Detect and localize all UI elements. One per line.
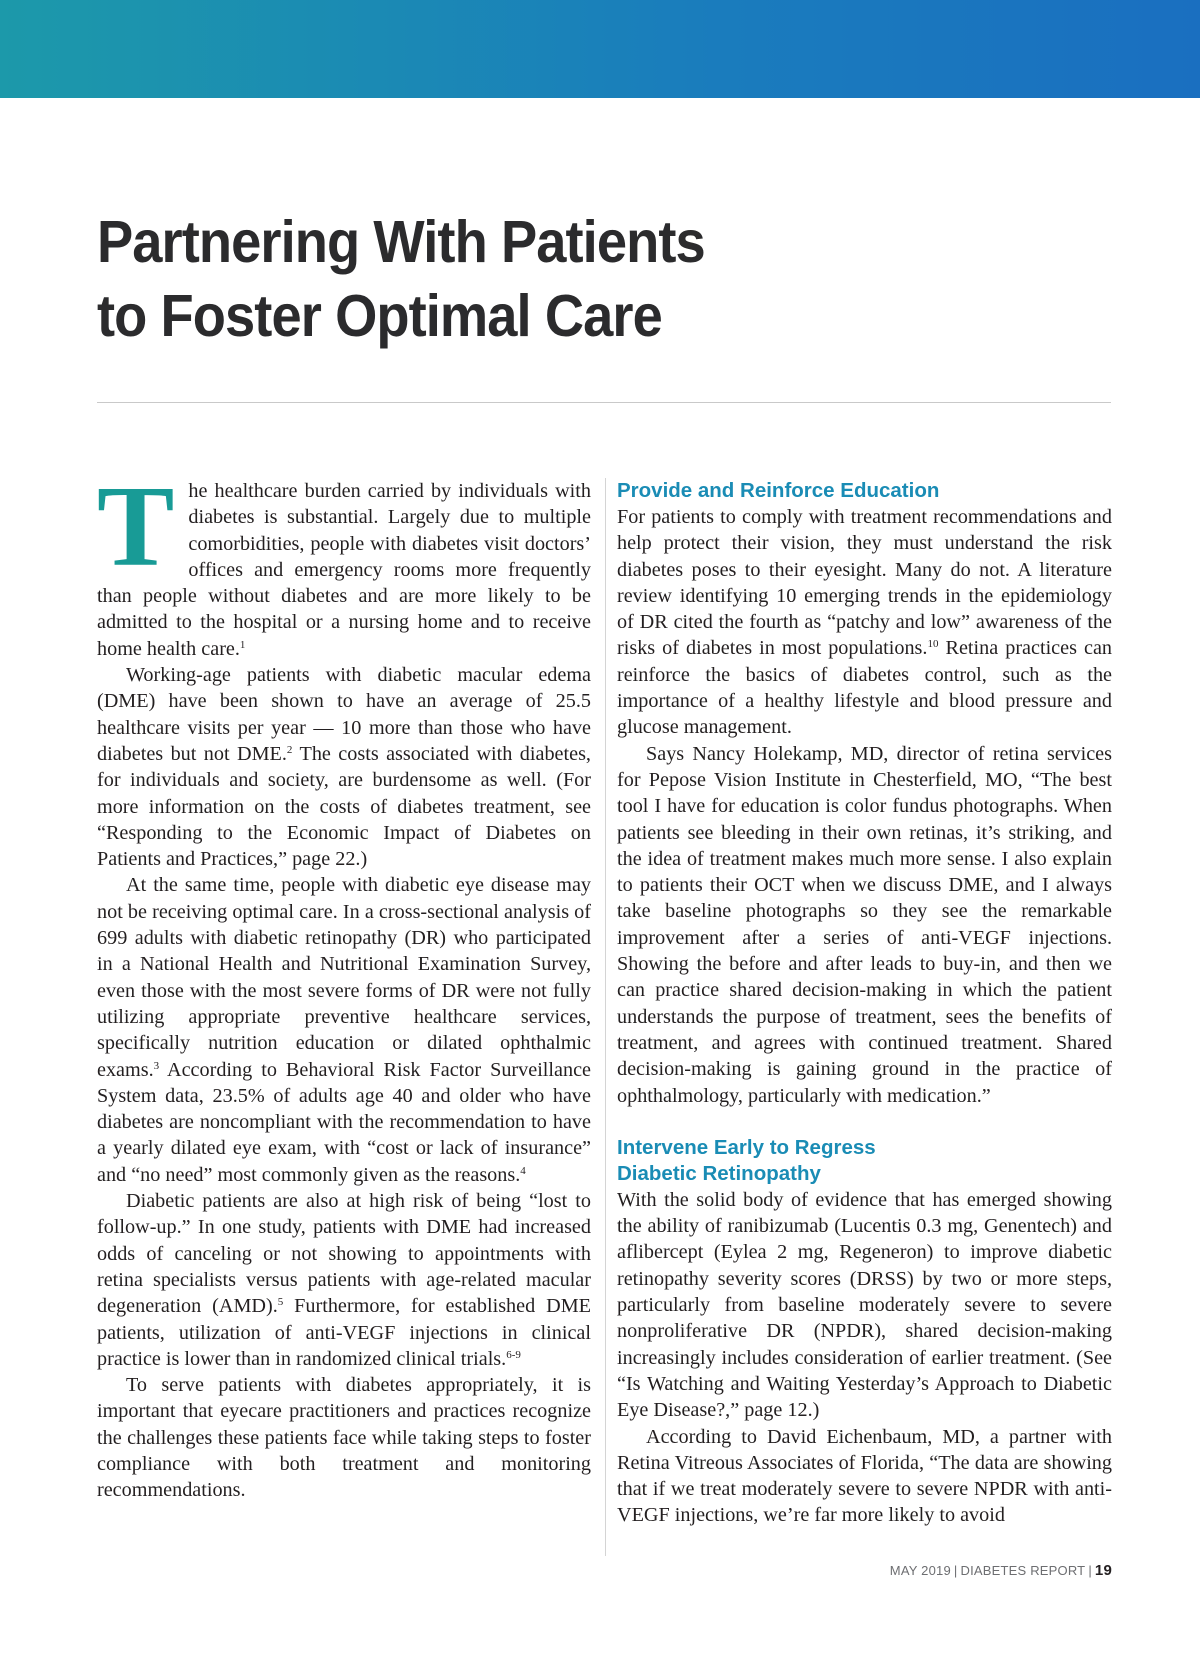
body-paragraph-7: Says Nancy Holekamp, MD, director of retina services for Pepose Vision Institute in Chesterfield, MO, “The best tool I have for education is color fundus photographs. When patients see bleeding in their own retinas, it’s striking, and the idea of treatment makes much more sense. I also explain to patients their OCT when we discuss DME, and I always take baseline photographs so they see the remarkable improvement after a series of anti-VEGF injections. Showing the before and after leads to buy-in, and then we can practice shared decision-making in which the patient understands the purpose of treatment, sees the benefits of treatment, and agrees with continued treatment. Shared decision-making is gaining ground in the practice of ophthalmology, particularly with medication.”: [617, 742, 1112, 1107]
reference-marker: 10: [927, 638, 939, 651]
article-title: [97, 205, 925, 353]
right-column: [617, 478, 1112, 1529]
reference-marker: 3: [153, 1059, 160, 1072]
section-heading-intervene: [617, 1135, 1112, 1187]
left-column: [97, 463, 591, 1504]
body-paragraph-5: To serve patients with diabetes appropriately, it is important that eyecare practitioners and practices recognize the challenges these patients face while taking steps to foster compliance with both treatment and monitoring recommendations.: [97, 1374, 591, 1502]
top-color-band: [0, 0, 1200, 98]
reference-marker: 1: [239, 638, 246, 651]
heading-line-2: Diabetic Retinopathy: [617, 1161, 821, 1185]
paragraph-text: Furthermore, for established DME patients, utilization of anti-VEGF injections in clinical practice is lower than in randomized clinical trials.: [97, 1295, 591, 1370]
body-paragraph-2: [97, 662, 591, 872]
drop-cap: T: [97, 463, 175, 591]
paragraph-text: Diabetic patients are also at high risk of being “lost to follow-up.” In one study, patients with DME had increased odds of canceling or not showing to appointments with retina specialists versus patients with age-related macular degeneration (AMD).: [97, 1190, 591, 1318]
title-divider: [97, 402, 1111, 403]
body-paragraph-8: With the solid body of evidence that has emerged showing the ability of ranibizumab (Lucentis 0.3 mg, Genentech) and aflibercept (Eylea 2 mg, Regeneron) to improve diabetic retinopathy severity scores (DRSS) by two or more steps, particularly from baseline moderately severe to severe nonproliferative DR (NPDR), shared decision-making increasingly includes consideration of earlier treatment. (See “Is Watching and Waiting Yesterday’s Approach to Diabetic Eye Disease?,” page 12.): [617, 1188, 1112, 1422]
reference-marker: 6-9: [506, 1348, 521, 1361]
paragraph-text: For patients to comply with treatment recommendations and help protect their vision, they must understand the risk diabetes poses to their eyesight. Many do not. A literature review identifying 10 emerging trends in the epidemiology of DR cited the fourth as “patchy and low” awareness of the risks of diabetes in most populations.: [617, 506, 1112, 660]
footer-separator: |: [1088, 1563, 1092, 1578]
page-number: 19: [1094, 1562, 1112, 1579]
title-line-2: to Foster Optimal Care: [97, 283, 662, 349]
reference-marker: 4: [520, 1164, 526, 1177]
body-paragraph-3: [97, 872, 591, 1188]
body-paragraph-9: According to David Eichenbaum, MD, a partner with Retina Vitreous Associates of Florida, “The data are showing that if we treat moderately severe to severe NPDR with anti-VEGF injections, we’re far more likely to avoid: [617, 1425, 1112, 1527]
section-heading-education: Provide and Reinforce Education: [617, 479, 940, 502]
paragraph-text: At the same time, people with diabetic eye disease may not be receiving optimal care. In a cross-sectional analysis of 699 adults with diabetic retinopathy (DR) who participated in a National Health and Nutritional Examination Survey, even those with the most severe forms of DR were not fully utilizing appropriate preventive healthcare services, specifically nutrition education or dilated ophthalmic exams.: [97, 874, 591, 1081]
heading-line-1: Intervene Early to Regress: [617, 1135, 876, 1159]
reference-marker: 5: [277, 1296, 284, 1309]
body-paragraph-4: [97, 1188, 591, 1372]
reference-marker: 2: [286, 743, 293, 756]
paragraph-text: Retina practices can reinforce the basics of diabetes control, such as the importance of a healthy lifestyle and blood pressure and glucose management.: [617, 637, 1112, 739]
footer-separator: |: [953, 1563, 958, 1578]
column-divider: [605, 478, 606, 1556]
paragraph-text: According to Behavioral Risk Factor Surveillance System data, 23.5% of adults age 40 and older who have diabetes are noncompliant with the recommendation to have a yearly dilated eye exam, with “cost or lack of insurance” and “no need” most commonly given as the reasons.: [97, 1058, 591, 1186]
footer-publication: DIABETES REPORT: [960, 1563, 1086, 1578]
paragraph-text: he healthcare burden carried by individuals with diabetes is substantial. Largely due to multiple comorbidities, people with diabetes visit doctors’ offices and emergency rooms more frequently than people without diabetes and are more likely to be admitted to the hospital or a nursing home and to receive home health care.: [97, 480, 591, 660]
title-line-1: Partnering With Patients: [97, 209, 705, 275]
paragraph-text: The costs associated with diabetes, for individuals and society, are burdensome as well. (For more information on the costs of diabetes treatment, see “Responding to the Economic Impact of Diabetes on Patients and Practices,” page 22.): [97, 742, 591, 871]
paragraph-text: Working-age patients with diabetic macular edema (DME) have been shown to have an average of 25.5 healthcare visits per year — 10 more than those who have diabetes but not DME.: [97, 664, 591, 765]
body-paragraph-1: [97, 463, 591, 662]
page-footer: [890, 1562, 1112, 1579]
body-paragraph-6: [617, 504, 1112, 741]
footer-issue: MAY 2019: [889, 1563, 951, 1578]
